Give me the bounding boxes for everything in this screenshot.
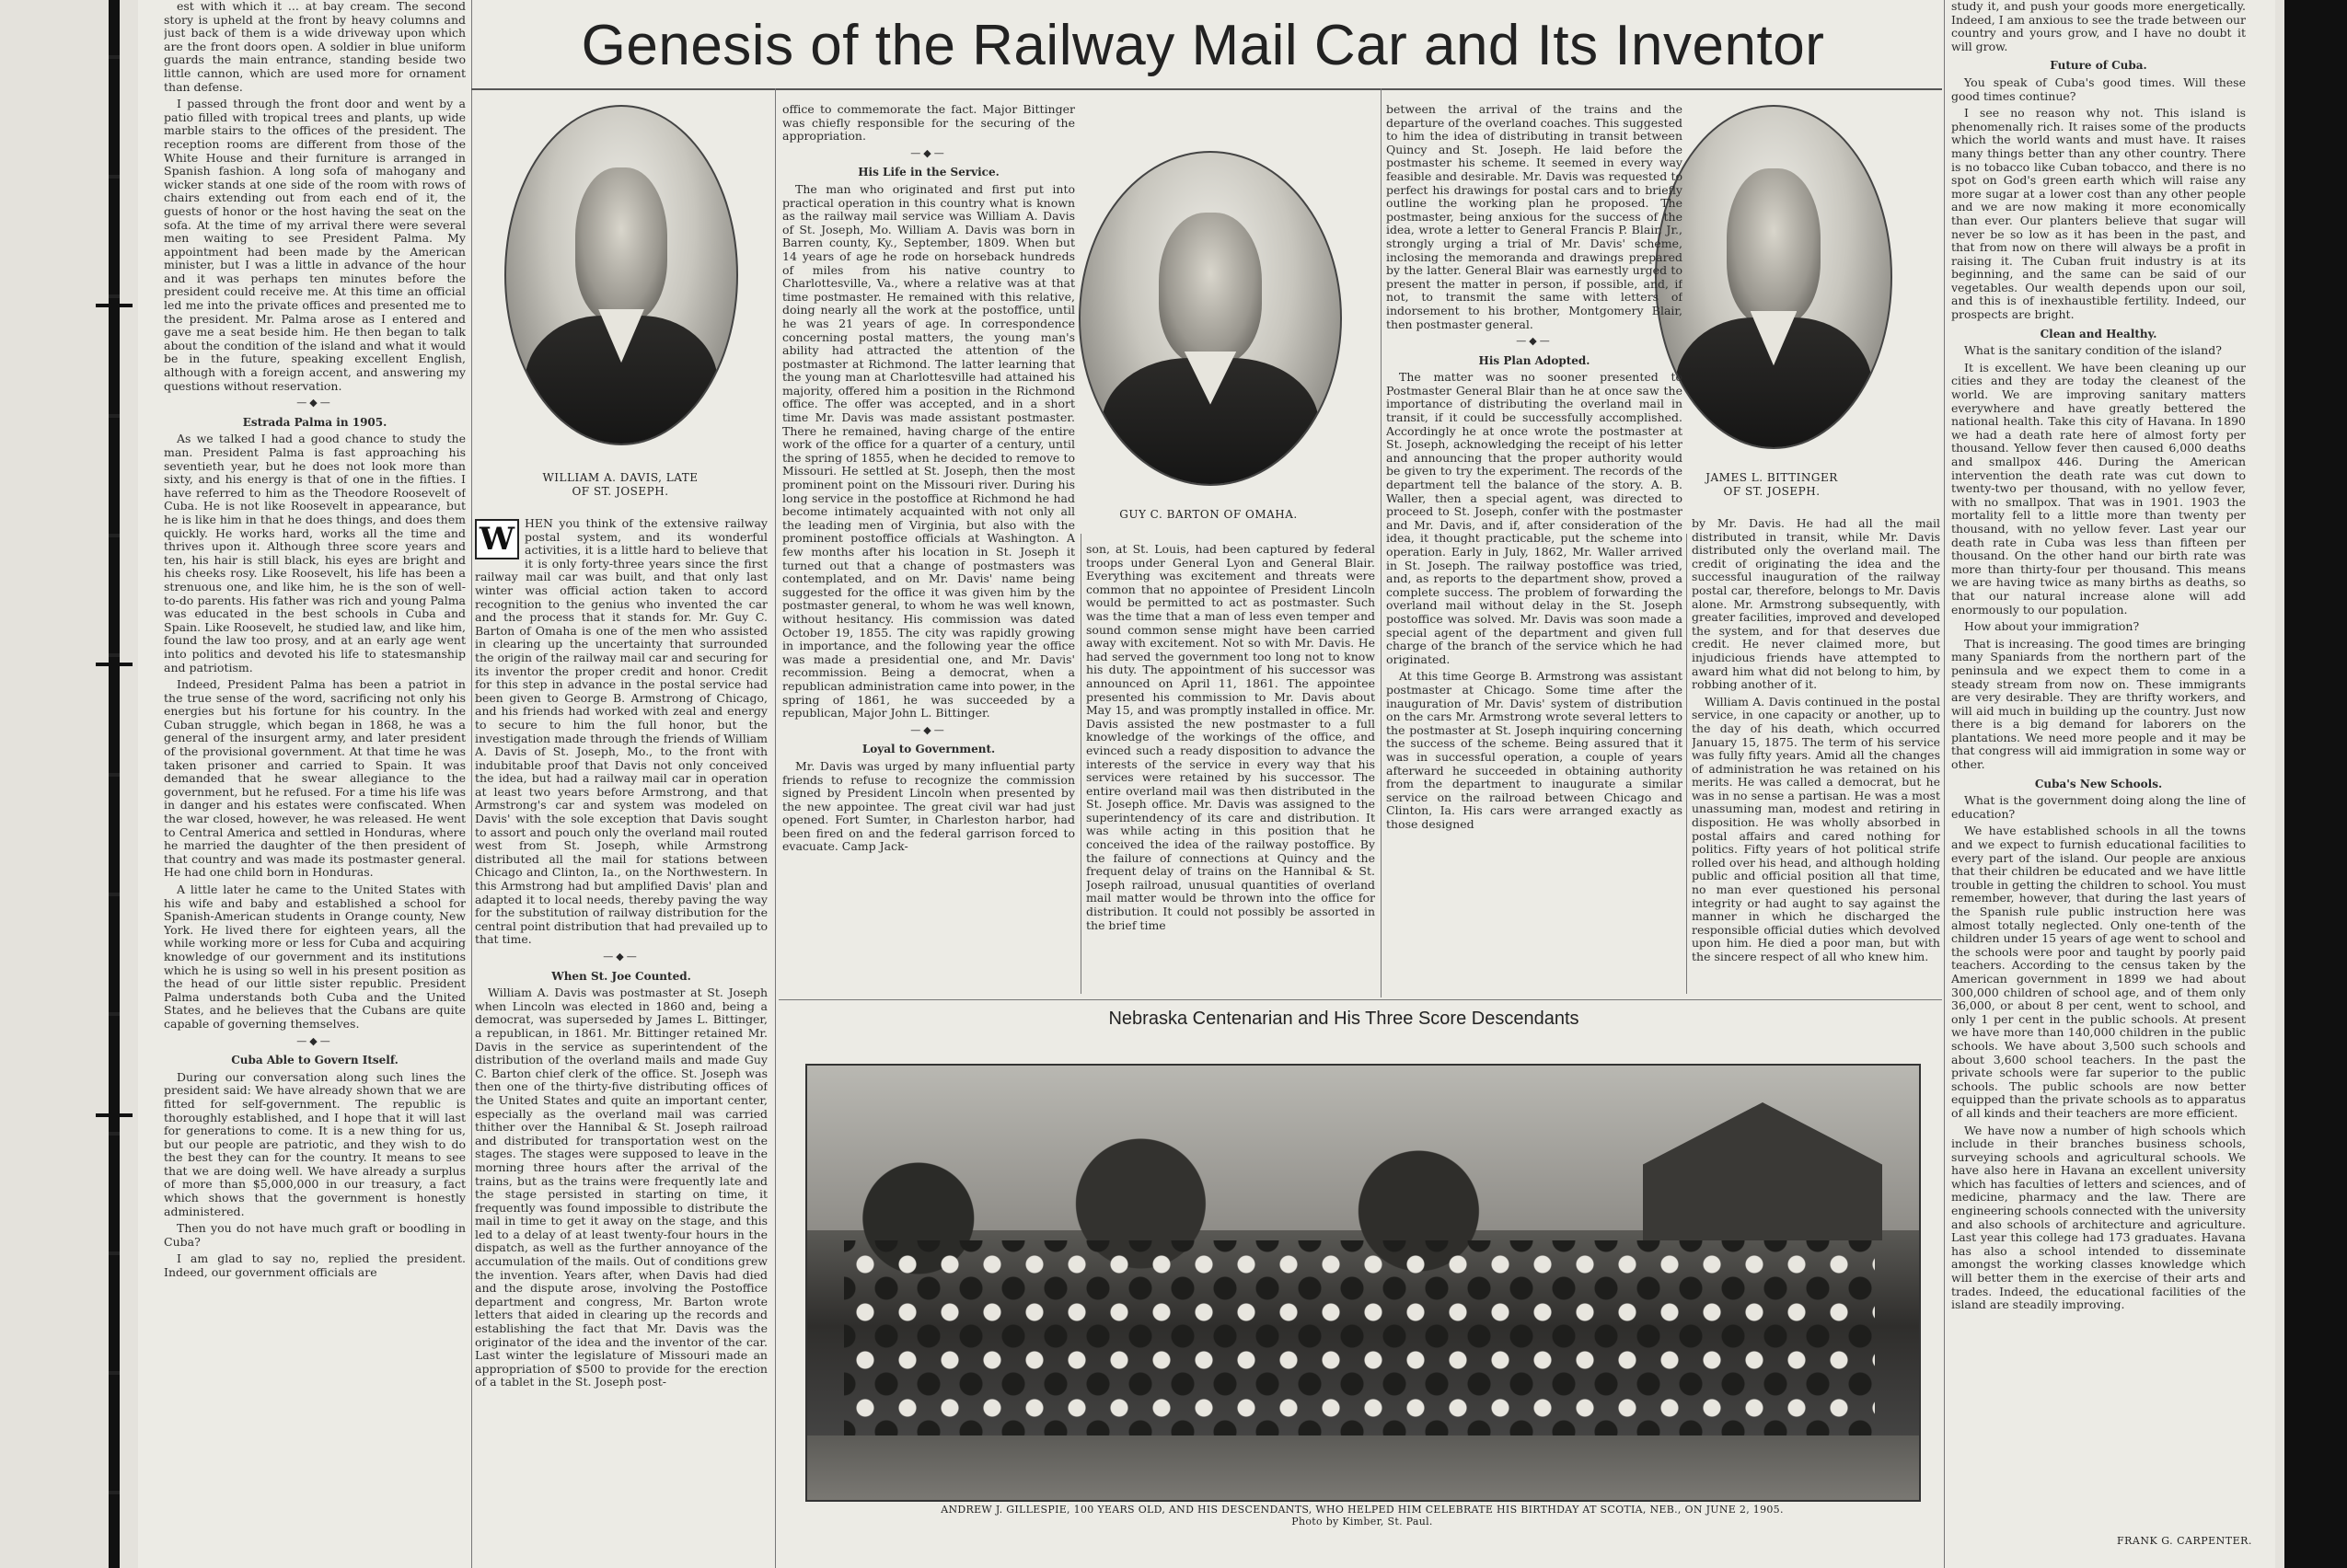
- subheading: Loyal to Government.: [861, 743, 996, 756]
- ornament-divider: —◆—: [910, 146, 947, 159]
- mid-para: between the arrival of the trains and the departure of the overland coaches. This suggested to him the idea of distributing in transit between Quincy and St. Joseph. He laid before the postmaster his scheme. It seemed in every way feasible and desirable. Mr. Davis was requested to perfect his drawings for postal cars and to briefly outline the working plan he proposed. The postmaster, being anxious for the success of the idea, wrote a letter to General Francis P. Blair, Jr., strongly urging a trial of Mr. Davis' scheme, inclosing the memoranda and drawings prepared by the latter. General Blair was earnestly urged to present the matter in person, if possible, and, if not, to transmit the same with letters of indorsement to his brother, Montgomery Blair, then postmaster general.: [1386, 103, 1682, 331]
- right-para: We have now a number of high schools which include in their branches business schools, surveying schools and agricultural schools. We have also here in Havana an excellent university which has faculties of letters and sciences, and of medicine, pharmacy and the law. There are engineering schools connected with the university and also schools of architecture and agriculture. Last year this college had 173 graduates. Havana has also a school intended to disseminate amongst the working classes knowledge which will better them in the exercise of their arts and trades. Indeed, the educational facilities of the island are steadily improving.: [1951, 1123, 2246, 1312]
- binding-barb: [96, 1113, 133, 1117]
- subheading: Estrada Palma in 1905.: [242, 415, 387, 429]
- subheading: Cuba's New Schools.: [2034, 777, 2163, 790]
- left-para: Then you do not have much graft or boodling in Cuba?: [164, 1221, 466, 1249]
- portrait-caption: GUY C. BARTON OF OMAHA.: [1119, 508, 1298, 521]
- subheading: His Plan Adopted.: [1478, 353, 1590, 367]
- subheading: Future of Cuba.: [2050, 59, 2147, 73]
- subheading: When St. Joe Counted.: [551, 969, 691, 983]
- mid-para: son, at St. Louis, had been captured by federal troops under General Lyon and General Blair. Everything was excitement and threats were common that no appointee of President Lincoln would be permitted to act as postmaster. Such was the time that a man of less even temper and sound common sense might have been carried away with excitement. Not so with Mr. Davis. He had served the government too long not to know his duty. The appointment of his successor was announced on April 11, 1861. The appointee presented his commission to Mr. Davis about May 15, and was promptly installed in office. Mr. Davis assisted the new postmaster to a full knowledge of the workings of the office, and evinced such a ready disposition to advance the interests of the service in every way that his services were retained by his successor. The entire overland mail was then distributed in the St. Joseph office. Mr. Davis was assigned to the superintendency of its care and distribution. It was while acting in this position that he conceived the idea of the railway postoffice. By the failure of connections at Quincy and the frequent delay of trains on the Hannibal & St. Joseph railroad, unusual quantities of overland mail matter would be thrown into the office for distribution. It could not possibly be assorted in the brief time: [1086, 543, 1375, 932]
- right-para: study it, and push your goods more energetically. Indeed, I am anxious to see the trade between our country and yours grow, and I have no doubt it will grow.: [1951, 0, 2246, 53]
- subheading: Clean and Healthy.: [2040, 327, 2157, 340]
- mid-para: The matter was no sooner presented to Postmaster General Blair than he at once saw the importance of distributing the overland mail in transit, if it could be successfully accomplished. Accordingly he at once wrote the postmaster at St. Joseph, acknowledging the receipt of his letter and announcing that the proper authority would be given to try the experiment. The records of the department tell the balance of the story. A. B. Waller, then a special agent, was directed to proceed to St. Joseph, confer with the postmaster and Mr. Davis, and if, after consideration of the idea, it thought practicable, put the scheme into operation. Early in July, 1862, Mr. Waller arrived in St. Joseph. The railway postoffice was tried, and, as reports to the department show, proved a complete success. The problem of forwarding the overland mail without delay in the St. Joseph postoffice was solved. Mr. Davis was soon made a special agent of the department and given full charge of the branch of the service which he had originated.: [1386, 370, 1682, 666]
- right-para: You speak of Cuba's good times. Will these good times continue?: [1951, 75, 2246, 103]
- column-rule: [775, 88, 776, 1568]
- man-portrait: [1655, 105, 1892, 449]
- left-para: I passed through the front door and went by a patio filled with tropical trees and plants, up wide marble stairs to the offices of the president. The reception rooms are different from those of the White House and their furniture is arranged in Spanish fashion. A long sofa of mahogany and wicker stands at one side of the room with rows of chairs extending out from each end of it, the guests of honor or the host having the seat on the sofa. At the time of my arrival there were several men waiting to see President Palma. My appointment had been made by the American minister, but I was a little in advance of the hour and it was perhaps ten minutes before the president could receive me. At this time an official led me into the private offices and presented me to the president. Mr. Palma arose as I entered and gave me a seat beside him. He then began to talk about the condition of the island and what it would be in the future, speaking excellent English, although with a foreign accent, and answering my questions without reservation.: [164, 97, 466, 393]
- right-para: That is increasing. The good times are bringing many Spaniards from the northern part of the peninsula and we expect them to come in a steady stream from now on. These immigrants are very desirable. They are thrifty workers, and will aid much in building up the country. Just now there is a big demand for laborers on the plantations. We need more people and it may be that congress will aid immigration in some way or other.: [1951, 636, 2246, 772]
- mid-para: At this time George B. Armstrong was assistant postmaster at Chicago. Some time after the inauguration of Mr. Davis' system of distribution on the cars Mr. Armstrong wrote several letters to the postmaster at St. Joseph inquiring concerning the success of the scheme. Being assured that it was in successful operation, a couple of years afterward he succeeded in obtaining authority from the department to inaugurate a similar service on the railroad between Chicago and Clinton, Ia. His cars were arranged exactly as those designed: [1386, 669, 1682, 831]
- subheading: Cuba Able to Govern Itself.: [231, 1054, 399, 1067]
- group-photograph: [805, 1064, 1921, 1502]
- left-column: [164, 0, 466, 1568]
- mid-para: William A. Davis continued in the postal service, in one capacity or another, up to the day of his death, which occurred January 15, 1875. The term of his service was fully fifty years. Amid all the changes of administration he was retained on his merits. He was called a democrat, but he was in no sense a partisan. He was a most unassuming man, modest and retiring in disposition. He was wholly absorbed in postal affairs and cared nothing for politics. Fifty years of hot political strife rolled over his head, and although holding public and official position all that time, no man ever questioned his personal integrity or had aught to say against the manner in which he discharged the responsible official duties which devolved upon him. He died a poor man, but with the sincere respect of all who knew him.: [1692, 694, 1940, 963]
- mid-column-3: [1086, 543, 1375, 997]
- mid-column-4: [1386, 103, 1682, 997]
- intro-text: HEN you think of the extensive railway postal system, and its wonderful activities, it is a little hard to believe that it is only forty-three years since the first railway mail car was built, and that only last winter was official action taken to accord recognition to the genius who invented the car and the process that it stands for. Mr. Guy C. Barton of Omaha is one of the men who assisted in clearing up the uncertainty that surrounded the origin of the railway mail car and securing for its inventor the proper credit and honor. Credit for this step in advance in the postal service had been given to George B. Armstrong of Chicago, and his friends had worked with zeal and energy to secure to him the full honor, but the investigation made through the friends of William A. Davis of St. Joseph, Mo., to the front with indubitable proof that Davis not only conceived the idea, but had a railway mail car in operation at least two years before Armstrong, and that Armstrong's car and system was modeled on Davis' with the sole exception that Davis sought to assort and pouch only the overland mail routed west from St. Joseph, while Armstrong distributed all the mail for stations between Chicago and Clinton, Ia., on the Northwestern. In this Armstrong had but amplified Davis' plan and adapted it to local needs, thereby paving the way for the substitution of railway distribution for the central point distribution that had prevailed up to that time.: [475, 517, 768, 947]
- page-title: Genesis of the Railway Mail Car and Its Inventor: [581, 14, 1825, 77]
- right-para: We have established schools in all the towns and we expect to furnish educational facilities to every part of the island. Our people are anxious that their children be educated and we have little trouble in getting the children to school. You must remember, however, that during the last years of the Spanish rule public instruction here was almost totally neglected. Only one-tenth of the children under 15 years of age went to school and the schools were poor and taught by poorly paid teachers. According to the census taken by the American government in 1899 we had about 300,000 children of school age, and of them only 36,000, or about 8 per cent, went to school, and only 1 per cent in the public schools. At present we have more than 140,000 children in the public schools. We have about 3,500 such schools and about 3,600 school teachers. In the past the private schools were far superior to the public schools. The public schools are now better equipped than the private schools as to apparatus of all kinds and their teachers are more efficient.: [1951, 824, 2246, 1120]
- right-para: I see no reason why not. This island is phenomenally rich. It raises some of the products which the world wants and must have. It raises many things better than any other country. There is no tobacco like Cuban tobacco, and there is no spot on God's green earth which will raise any more sugar at a lower cost than any other people and we are now making it more economically than ever. Our planters believe that sugar will never be so low as it has been in the past, and that from now on there will always be a profit in raising it. The Cuban fruit industry is at its beginning, and the same can be said of our vegetables. Our wealth depends upon our soil, and this is of inexhaustible fertility. Indeed, our prospects are bright.: [1951, 106, 2246, 322]
- section-rule: [779, 999, 1942, 1000]
- mid-para: William A. Davis was postmaster at St. Joseph when Lincoln was elected in 1860 and, being a democrat, was superseded by James L. Bittinger, a republican, in 1861. Mr. Bittinger retained Mr. Davis in the service as superintendent of the distribution of the overland mails and made Guy C. Barton chief clerk of the office. St. Joseph was then one of the thirty-five distributing offices of the United States and quite an important center, especially as the overland mail was carried thither over the Hannibal & St. Joseph railroad and distributed for transportation west on the stages. The stages were supposed to leave in the morning three hours after the arrival of the trains, but as the trains were frequently late and the stage persisted in starting on time, it frequently was found impossible to distribute the mail in time to get it away on the stage, and this led to a delay of at least twenty-four hours in the dispatch, as well as the further annoyance of the accumulation of the mails. Out of conditions grew the invention. Years after, when Davis had died and the dispute arose, involving the Postoffice department and congress, Mr. Barton wrote letters that aided in clearing up the records and establishing the fact that Mr. Davis was the originator of the idea and the inventor of the car. Last winter the legislature of Missouri made an appropriation of $500 to provide for the erection of a tablet in the St. Joseph post-: [475, 986, 768, 1389]
- mid-para: Mr. Davis was urged by many influential party friends to refuse to recognize the commission signed by President Lincoln when presented by the new appointee. The great civil war had just opened. Fort Sumter, in Charleston harbor, had been fired on and the federal garrison forced to evacuate. Camp Jack-: [782, 758, 1075, 854]
- binding-edge: [109, 0, 120, 1568]
- mid-column-1: [475, 517, 768, 1568]
- left-para: Indeed, President Palma has been a patriot in the true sense of the word, sacrificing not only his energies but his fortune for his country. In the Cuban struggle, which began in 1868, he was a general of the insurgent army, and later president of the provisional government. At that time he was taken prisoner and carried to Spain. It was demanded that he swear allegiance to the government, but he refused. For a time his life was in danger and his estates were confiscated. When the war closed, however, he was released. He went to Central America and settled in Honduras, where he married the daughter of the then president of that country and was made its postmaster general. He had one child born in Honduras.: [164, 677, 466, 880]
- portrait-caption: WILLIAM A. DAVIS, LATE OF ST. JOSEPH.: [542, 471, 699, 498]
- mid-para: The man who originated and first put into practical operation in this country what is known as the railway mail service was William A. Davis of St. Joseph, Mo. William A. Davis was born in Barren county, Ky., September, 1809. When but 14 years of age he rode on horseback hundreds of miles from his native country to Charlottesville, Va., where a relative was at that time postmaster. He remained with this relative, doing nearly all the work at the postoffice, until he was 21 years of age. In correspondence concerning postal matters, the young man's ability had attracted the attention of the postmaster at Richmond. The latter learning that the young man at Charlottesville had attained his majority, offered him a position in the Richmond office. The offer was accepted, and in a short time Mr. Davis was made assistant postmaster. There he remained, having charge of the entire work of the office for a quarter of a century, until the spring of 1855, when he decided to remove to Missouri. He settled at St. Joseph, then the most prominent point on the Missouri river. During his long service in the postoffice at Richmond he had become intimately acquainted with not only all the leading men of Virginia, but also with the prominent postoffice officials at Washington. A few months after his location in St. Joseph it turned out that a change of postmasters was contemplated, and on Mr. Davis' name being suggested for the office it was given him by the postmaster general, to whom he was well known, without hesitancy. His commission was dated October 19, 1855. The city was rapidly growing in importance, and the following year the office was made a presidential one, and Mr. Davis' recommission. Being a democrat, when a republican administration came into power, in the spring of 1861, he was succeeded by a republican, Major John L. Bittinger.: [782, 181, 1075, 721]
- left-para: A little later he came to the United States with his wife and baby and established a school for Spanish-American students in Orange county, New York. He lived there for eighteen years, all the while working more or less for Cuba and acquiring knowledge of our government and its institutions which he is using so well in his present position as the head of our little sister republic. President Palma understands both Cuba and the United States, and he believes that the Cubans are quite capable of governing themselves.: [164, 882, 466, 1031]
- drop-cap-w: W: [475, 519, 519, 559]
- mustached-man-portrait: [1079, 151, 1342, 486]
- author-signature: FRANK G. CARPENTER.: [2117, 1535, 2252, 1547]
- mid-column-2: [782, 103, 1075, 997]
- column-rule: [1944, 0, 1945, 1568]
- mid-column-5: [1692, 517, 1940, 997]
- column-rule: [471, 0, 472, 1568]
- mid-para: by Mr. Davis. He had all the mail distributed in transit, while Mr. Davis distributed only the overland mail. The credit of originating the idea and the successful inauguration of the railway postal car, therefore, belongs to Mr. Davis alone. Mr. Armstrong subsequently, with greater facilities, improved and developed the system, and for that deserves due credit. He never claimed more, but injudicious friends have attempted to award him what did not belong to him, by robbing another of it.: [1692, 517, 1940, 692]
- right-para: What is the sanitary condition of the island?: [1964, 343, 2222, 358]
- right-para: What is the government doing along the line of education?: [1951, 793, 2246, 821]
- binding-barb: [96, 304, 133, 307]
- bearded-man-portrait: [504, 105, 738, 445]
- binding-barb: [96, 663, 133, 666]
- right-para: How about your immigration?: [1964, 619, 2140, 634]
- title-rule: [471, 88, 1942, 90]
- ornament-divider: —◆—: [603, 951, 640, 963]
- portrait-caption: JAMES L. BITTINGER OF ST. JOSEPH.: [1705, 471, 1838, 498]
- left-para: During our conversation along such lines the president said: We have already shown that we are fitted for self-government. The republic is thoroughly established, and I hope that it will last for generations to come. It is a new thing for us, but our people are patriotic, and they wish to do the best they can for the country. It means to see that we are doing well. We have already a surplus of more than $5,000,000 in our treasury, a fact which shows that the government is honestly administered.: [164, 1069, 466, 1218]
- photo-title: Nebraska Centenarian and His Three Score Descendants: [1108, 1009, 1579, 1029]
- left-para: As we talked I had a good chance to study the man. President Palma is fast approaching his seventieth year, but he does not look more than sixty, and his energy is that of one in the fifties. I have referred to him as the Theodore Roosevelt of Cuba. He is not like Roosevelt in appearance, but he is like him in that he does things, and does them quickly. He works hard, works all the time and thrives upon it. Although three score years and ten, his hair is still black, his eyes are bright and his cheeks rosy. Like Roosevelt, his life has been a strenuous one, and like him, he is the son of well-to-do parents. His father was rich and young Palma was educated in the best schools in Cuba and Spain. Like Roosevelt, he studied law, and like him, found the law too prosy, and at an early age went into politics and devoted his life to statesmanship and patriotism.: [164, 432, 466, 674]
- subheading: His Life in the Service.: [858, 166, 1000, 179]
- mid-para: office to commemorate the fact. Major Bittinger was chiefly responsible for the securing of the appropriation.: [782, 103, 1075, 144]
- right-column: [1951, 0, 2246, 1531]
- column-rule: [1381, 88, 1382, 997]
- left-para: est with which it ... at bay cream. The second story is upheld at the front by heavy columns and just back of them is a wide driveway upon which are the front doors open. A soldier in blue uniform guards the main entrance, standing beside two little cannon, which are used more for ornament than defense.: [164, 0, 466, 94]
- ornament-divider: —◆—: [296, 397, 333, 409]
- ornament-divider: —◆—: [1516, 335, 1553, 348]
- left-para: I am glad to say no, replied the president. Indeed, our government officials are: [164, 1251, 466, 1280]
- ornament-divider: —◆—: [296, 1034, 333, 1047]
- ornament-divider: —◆—: [910, 723, 947, 736]
- scan-border: [2284, 0, 2347, 1568]
- photo-caption: ANDREW J. GILLESPIE, 100 YEARS OLD, AND HIS DESCENDANTS, WHO HELPED HIM CELEBRATE HIS BIRTHDAY AT SCOTIA, NEB., ON JUNE 2, 1905. Photo by Kimber, St. Paul.: [941, 1504, 1784, 1528]
- column-rule: [1686, 534, 1687, 994]
- right-para: It is excellent. We have been cleaning up our cities and they are today the cleanest of the world. We are improving sanitary matters everywhere and have greatly bettered the national health. Take this city of Havana. In 1890 we had a death rate here of almost forty per thousand. Yellow fever then caused 6,000 deaths and smallpox 446. During the American intervention the death rate was cut down to twenty-two per thousand, with no yellow fever, with no smallpox. That was in 1901. 1903 the mortality fell to a little more than twenty per thousand, with no yellow fever. Last year our death rate in Cuba was less than fifteen per thousand. On the other hand our birth rate was more than thirty-four per thousand. This means we are having twice as many births as deaths, so that our natural increase alone will add enormously to our population.: [1951, 360, 2246, 617]
